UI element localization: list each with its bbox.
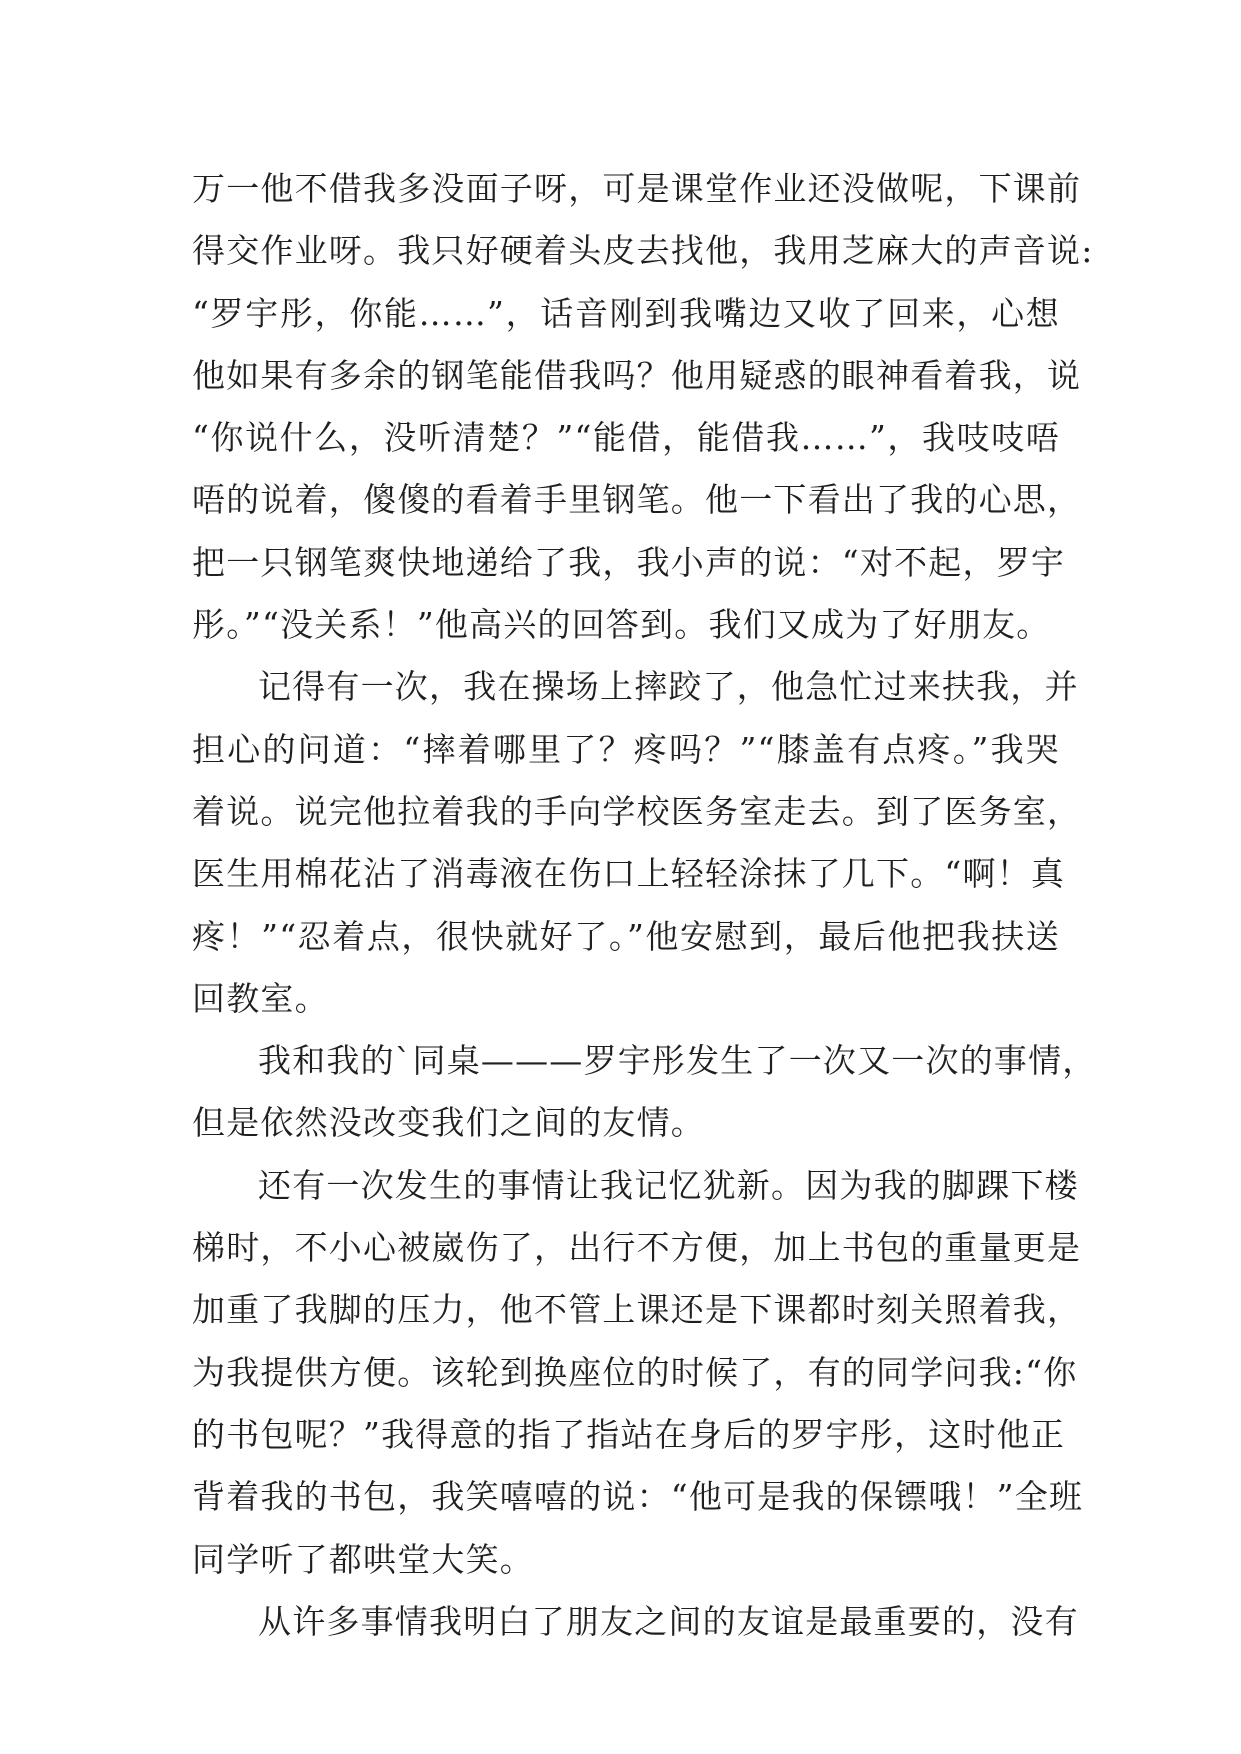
text-line: 得交作业呀。我只好硬着头皮去找他，我用芝麻大的声音说:	[192, 231, 1094, 271]
text-line: 唔的说着，傻傻的看着手里钢笔。他一下看出了我的心思，	[192, 480, 1082, 520]
paragraph-first-line: 还有一次发生的事情让我记忆犹新。因为我的脚踝下楼	[258, 1165, 1079, 1205]
text-line: 背着我的书包，我笑嘻嘻的说：“他可是我的保镖哦！”全班	[192, 1477, 1084, 1517]
text-line: 为我提供方便。该轮到换座位的时候了，有的同学问我:“你	[192, 1352, 1078, 1392]
text-line: 但是依然没改变我们之间的友情。	[192, 1103, 705, 1143]
text-line: 把一只钢笔爽快地递给了我，我小声的说：“对不起，罗宇	[192, 542, 1066, 582]
text-line: 的书包呢？”我得意的指了指站在身后的罗宇彤，这时他正	[192, 1414, 1066, 1454]
text-line: 医生用棉花沾了消毒液在伤口上轻轻涂抹了几下。“啊！真	[192, 854, 1066, 894]
paragraph-first-line: 从许多事情我明白了朋友之间的友谊是最重要的，没有	[258, 1601, 1079, 1641]
text-line: 着说。说完他拉着我的手向学校医务室走去。到了医务室，	[192, 791, 1082, 831]
text-line: “罗宇彤，你能……”，话音刚到我嘴边又收了回来，心想	[192, 293, 1060, 333]
paragraph-first-line: 记得有一次，我在操场上摔跤了，他急忙过来扶我，并	[258, 667, 1079, 707]
text-line: 彤。”“没关系！”他高兴的回答到。我们又成为了好朋友。	[192, 605, 1051, 645]
text-line: 梯时，不小心被崴伤了，出行不方便，加上书包的重量更是	[192, 1228, 1082, 1268]
text-line: 同学听了都哄堂大笑。	[192, 1539, 534, 1579]
text-line: 疼！”“忍着点，很快就好了。”他安慰到，最后他把我扶送	[192, 916, 1060, 956]
paragraph-first-line: 我和我的`同桌———罗宇彤发生了一次又一次的事情，	[258, 1041, 1097, 1081]
essay-body	[192, 158, 1097, 1653]
text-line: 担心的问道：“摔着哪里了？疼吗？”“膝盖有点疼。”我哭	[192, 729, 1060, 769]
text-line: 回教室。	[192, 978, 329, 1018]
text-line: “你说什么，没听清楚？”“能借，能借我……”，我吱吱唔	[192, 418, 1060, 458]
text-line: 万一他不借我多没面子呀，可是课堂作业还没做呢，下课前	[192, 169, 1082, 208]
text-line: 他如果有多余的钢笔能借我吗？他用疑惑的眼神看着我，说	[192, 355, 1082, 395]
text-line: 加重了我脚的压力，他不管上课还是下课都时刻关照着我，	[192, 1290, 1082, 1330]
